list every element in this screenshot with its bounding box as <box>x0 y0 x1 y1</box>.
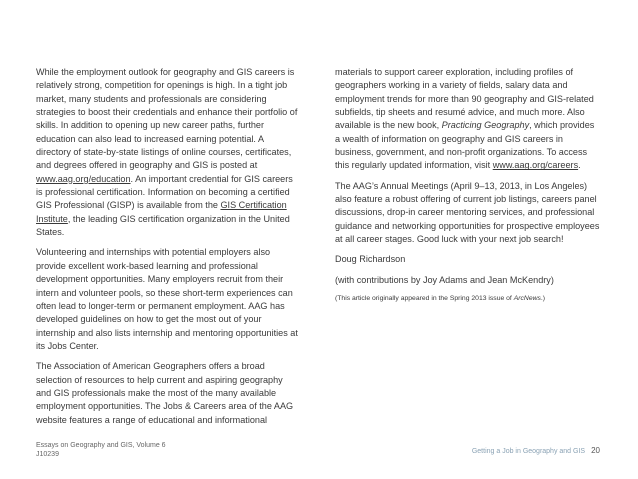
page-number: 20 <box>591 446 600 455</box>
book-title: Practicing Geography <box>441 120 530 131</box>
source-note <box>335 294 601 304</box>
paragraph: The AAG’s Annual Meetings (April 9–13, 2013, in Los Angeles) also feature a robust offering of current job listings, careers panel discussions, drop-in career mentoring services, and professional guidance and networking opportunities for prospective employees at all career stages. Good luck with your next job search! <box>335 180 600 245</box>
text: While the employment outlook for geography and GIS careers is relatively strong, competition for openings is high. In a tight job market, many students and professionals are considering strategies to boost their credentials and enhance their portfolio of skills. In addition to opening up new career paths, further education can also lead to increased earning potential. A directory of state-by-state listings of online courses, certificates, and degrees offered in geography and GIS is posted at <box>36 67 298 171</box>
running-title: Getting a Job in Geography and GIS <box>471 448 586 455</box>
gis-certification-link[interactable]: GIS Certification Institute <box>36 200 287 224</box>
series-title: Essays on Geography and GIS, Volume 6 <box>36 442 166 449</box>
text: , the leading GIS certification organization in the United States. <box>36 213 290 238</box>
paragraph: The Association of American Geographers offers a broad selection of resources to help current and aspiring geography and GIS professionals make the most of the many available employment opportunities. The Jobs & Careers area of the AAG website features a range of educational and informational <box>36 361 294 425</box>
paragraph: Volunteering and internships with potential employers also provide excellent work-based learning and professional development opportunities. Many employers recruit from their intern and volunteer pools, so these short-term experiences can often lead to longer-term or permanent employment. AAG has developed guidelines on how to get the most out of your internship and also lists internship and mentoring opportunities at its Jobs Center. <box>36 247 298 351</box>
careers-link[interactable]: www.aag.org/careers <box>492 160 579 171</box>
text: . An important credential for GIS careers is professional certification. Information on becoming a certified GIS Professional (GISP) is available from the <box>36 173 293 211</box>
education-link[interactable]: www.aag.org/education <box>36 173 131 184</box>
contributors: (with contributions by Joy Adams and Jean McKendry) <box>335 274 554 285</box>
document-code: J10239 <box>36 451 59 458</box>
footer-right <box>472 446 600 455</box>
text: (This article originally appeared in the Spring 2013 issue of <box>335 295 514 303</box>
left-column <box>36 66 298 434</box>
text: materials to support career exploration, including profiles of geographers working in a variety of fields, salary data and employment trends for more than 90 geography and GIS-related subfields, tip sheets and resumé advice, and much more. Also available is the new book, <box>335 67 594 131</box>
text: .) <box>540 295 546 303</box>
text: , which provides a wealth of information on geography and GIS careers in business, government, and non-profit organizations. To access this regularly updated information, visit <box>335 120 595 171</box>
publication-name: ArcNews <box>513 295 541 303</box>
paragraph <box>335 66 601 173</box>
paragraph <box>36 66 298 239</box>
author-name: Doug Richardson <box>335 254 406 265</box>
footer-left <box>36 441 166 459</box>
text: . <box>578 160 581 171</box>
right-column <box>335 66 601 311</box>
